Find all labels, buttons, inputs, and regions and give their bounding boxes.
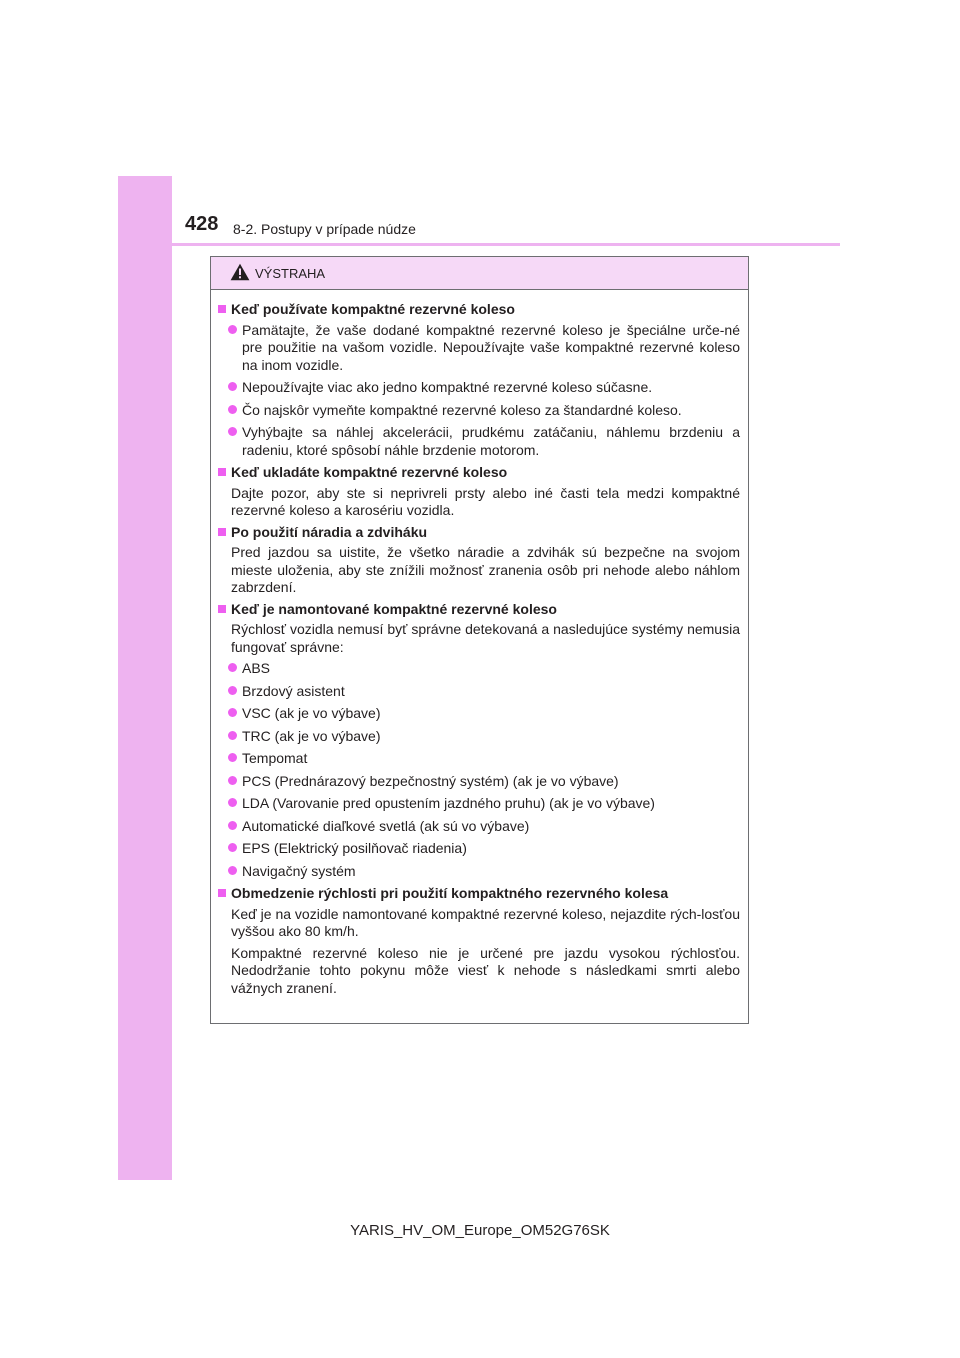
bullet-text: EPS (Elektrický posilňovač riadenia) (242, 840, 467, 856)
square-bullet-icon (218, 468, 226, 476)
round-bullet-icon (228, 708, 237, 717)
bullet-item (228, 660, 740, 678)
section-heading-text: Obmedzenie rýchlosti pri použití kompaktného rezervného kolesa (231, 885, 669, 901)
page-number: 428 (185, 213, 219, 235)
section-heading (218, 524, 740, 542)
section-heading-text: Po použití náradia a zdviháku (231, 523, 428, 540)
section-heading (218, 885, 740, 903)
header-rule (172, 243, 840, 246)
round-bullet-icon (228, 405, 237, 414)
square-bullet-icon (218, 305, 226, 313)
paragraph: Dajte pozor, aby ste si neprivreli prsty alebo iné časti tela medzi kompaktné rezervné koleso a karosériu vozidla. (231, 484, 740, 518)
section-heading-text: Keď je namontované kompaktné rezervné koleso (231, 600, 557, 617)
paragraph: Rýchlosť vozidla nemusí byť správne detekovaná a nasledujúce systémy nemusia fungovať správne: (231, 621, 740, 655)
bullet-text: Tempomat (242, 750, 308, 766)
round-bullet-icon (228, 427, 237, 436)
section-heading (218, 601, 740, 619)
square-bullet-icon (218, 889, 226, 897)
round-bullet-icon (228, 798, 237, 807)
bullet-text: Vyhýbajte sa náhlej akcelerácii, prudkému zatáčaniu, náhlemu brzdeniu a radeniu, ktoré spôsobí náhle brzdenie motorom. (242, 424, 740, 458)
round-bullet-icon (228, 776, 237, 785)
bullet-item (228, 818, 740, 836)
round-bullet-icon (228, 325, 237, 334)
section-heading-text: Keď používate kompaktné rezervné koleso (231, 301, 515, 317)
chapter-side-tab (118, 176, 172, 1180)
bullet-text: LDA (Varovanie pred opustením jazdného pruhu) (ak je vo výbave) (242, 795, 655, 811)
bullet-item (228, 379, 740, 397)
bullet-text: VSC (ak je vo výbave) (242, 705, 381, 721)
bullet-item (228, 705, 740, 723)
bullet-text: Pamätajte, že vaše dodané kompaktné rezervné koleso je špeciálne urče-né pre použitie na vašom vozidle. Nepoužívajte vaše kompaktné rezervné koleso na inom vozidle. (242, 321, 740, 373)
warning-body (211, 290, 748, 997)
bullet-item (228, 322, 740, 375)
round-bullet-icon (228, 866, 237, 875)
bullet-text: Nepoužívajte viac ako jedno kompaktné rezervné koleso súčasne. (242, 379, 653, 395)
warning-triangle-icon (230, 263, 250, 281)
bullet-text: TRC (ak je vo výbave) (242, 727, 381, 744)
square-bullet-icon (218, 605, 226, 613)
round-bullet-icon (228, 821, 237, 830)
bullet-item (228, 728, 740, 746)
round-bullet-icon (228, 753, 237, 762)
bullet-item (228, 683, 740, 701)
bullet-item (228, 863, 740, 881)
warning-title: VÝSTRAHA (255, 266, 326, 281)
round-bullet-icon (228, 843, 237, 852)
bullet-text: Navigačný systém (242, 862, 356, 879)
paragraph: Kompaktné rezervné koleso nie je určené pre jazdu vysokou rýchlosťou. Nedodržanie tohto pokynu môže viesť k nehode s následkami smrti alebo vážnych zranení. (231, 944, 740, 996)
section-heading-text: Keď ukladáte kompaktné rezervné koleso (231, 464, 508, 480)
section-heading (218, 301, 740, 319)
square-bullet-icon (218, 528, 226, 536)
paragraph: Pred jazdou sa uistite, že všetko náradie a zdvihák sú bezpečne na svojom mieste uloženia, aby ste znížili možnosť zranenia osôb pri nehode alebo náhlom zabrzdení. (231, 544, 740, 595)
bullet-item (228, 750, 740, 768)
section-title: 8-2. Postupy v prípade núdze (233, 221, 416, 237)
round-bullet-icon (228, 731, 237, 740)
warning-box (210, 256, 749, 1024)
section-heading (218, 464, 740, 482)
bullet-item (228, 402, 740, 420)
bullet-text: ABS (242, 660, 271, 676)
round-bullet-icon (228, 663, 237, 672)
bullet-text: Brzdový asistent (242, 682, 345, 699)
bullet-item (228, 773, 740, 791)
round-bullet-icon (228, 686, 237, 695)
bullet-text: PCS (Prednárazový bezpečnostný systém) (ak je vo výbave) (242, 772, 619, 789)
paragraph: Keď je na vozidle namontované kompaktné rezervné koleso, nejazdite rých-losťou vyššou ako 80 km/h. (231, 905, 740, 939)
round-bullet-icon (228, 382, 237, 391)
bullet-item (228, 424, 740, 459)
bullet-text: Automatické diaľkové svetlá (ak sú vo výbave) (242, 817, 530, 834)
bullet-text: Čo najskôr vymeňte kompaktné rezervné koleso za štandardné koleso. (242, 401, 682, 418)
bullet-item (228, 840, 740, 858)
warning-header (211, 257, 748, 290)
bullet-item (228, 795, 740, 813)
document-code-footer: YARIS_HV_OM_Europe_OM52G76SK (350, 1222, 610, 1239)
